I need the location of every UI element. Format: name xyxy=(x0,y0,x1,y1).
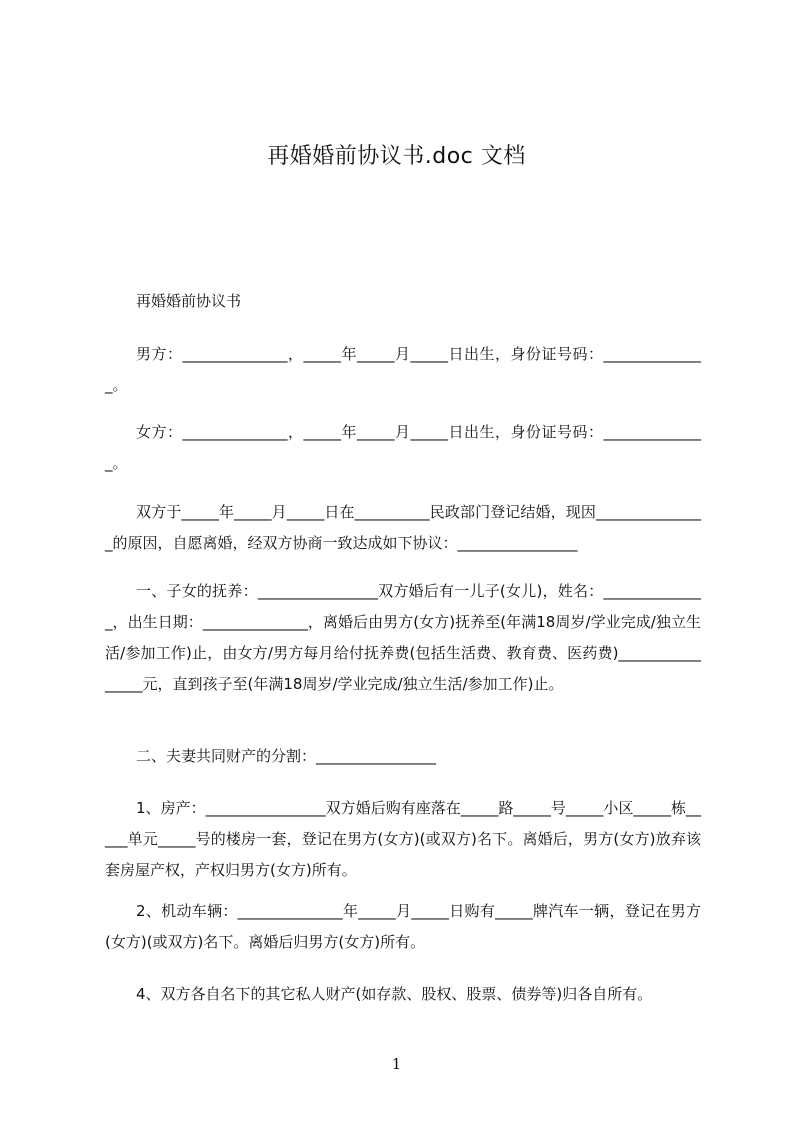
document-title: 再婚婚前协议书.doc 文档 xyxy=(267,144,526,169)
vehicle-clause: 2、机动车辆：______________年_____月_____日购有_____牌汽车一辆，登记在男方(女方)(或双方)名下。离婚后归男方(女方)所有。 xyxy=(105,902,701,951)
female-party-paragraph: 女方：______________，_____年_____月_____日出生，身份证号码：______________。 xyxy=(105,423,701,472)
real-estate-clause: 1、房产：________________双方婚后购有座落在_____路_____号_____小区_____栋_____单元_____号的楼房一套，登记在男方(女方)(或双方)名下。离婚后，男方(女方)放弃该套房屋产权，产权归男方(女方)所有。 xyxy=(105,799,701,879)
private-property-clause: 4、双方各自名下的其它私人财产(如存款、股权、股票、债券等)归各自所有。 xyxy=(136,985,653,1003)
child-custody-clause: 一、子女的抚养：________________双方婚后有一儿子(女儿)，姓名：______________，出生日期：______________，离婚后由男方(女方)抚养至(年满18周岁/学业完成/独立生活/参加工作)止，由女方/男方每月给付抚养费(包括生活费、教育费、医药费)________________元，直到孩子至(年满18周岁/学业完成/独立生活/参加工作)止。 xyxy=(105,582,701,693)
page-number: 1 xyxy=(391,1055,402,1073)
agreement-heading: 再婚婚前协议书 xyxy=(136,292,242,310)
property-division-clause: 二、夫妻共同财产的分割：________________ xyxy=(136,747,437,765)
marriage-registration-paragraph: 双方于_____年_____月_____日在__________民政部门登记结婚，现因_______________的原因，自愿离婚，经双方协商一致达成如下协议：________________ xyxy=(105,503,701,552)
male-party-paragraph: 男方：______________，_____年_____月_____日出生，身份证号码：______________。 xyxy=(105,345,701,394)
